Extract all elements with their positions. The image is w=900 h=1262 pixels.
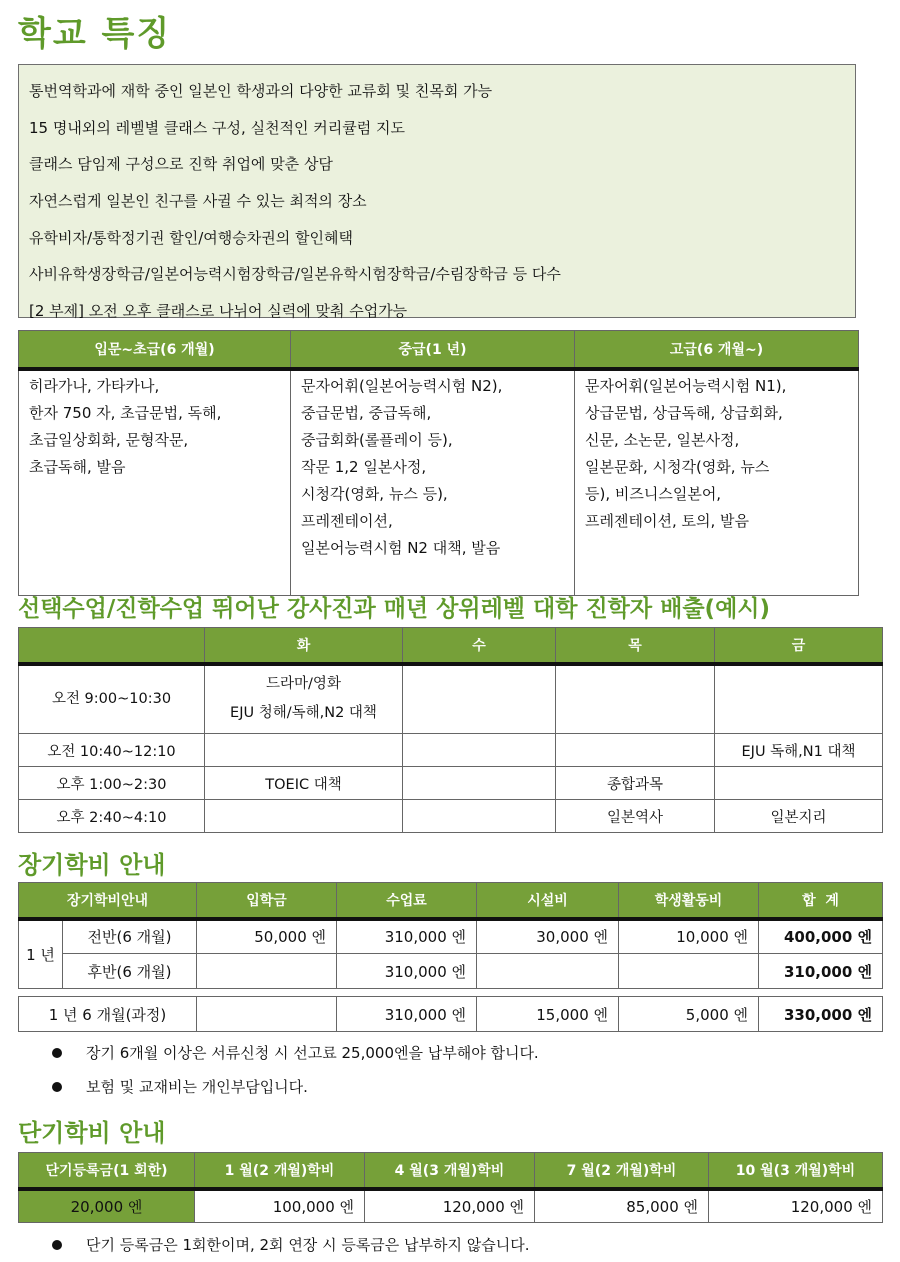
fee-header-label: 장기학비안내 xyxy=(19,883,197,919)
features-box xyxy=(18,64,856,321)
level-line: 초급일상회화, 문형작문, xyxy=(29,430,189,449)
level-line: 중급회화(롤플레이 등), xyxy=(301,430,453,449)
fee-total: 310,000 엔 xyxy=(759,954,883,989)
short-header: 7 월(2 개월)학비 xyxy=(535,1153,709,1189)
short-header: 1 월(2 개월)학비 xyxy=(195,1153,365,1189)
schedule-header-day: 금 xyxy=(715,628,883,664)
level-content-row xyxy=(19,369,859,596)
schedule-table xyxy=(18,627,883,833)
level-advanced-cell xyxy=(575,369,859,596)
fee-row-label: 후반(6 개월) xyxy=(63,954,197,989)
fee-extra-total: 330,000 엔 xyxy=(759,997,883,1032)
feature-item: 클래스 담임제 구성으로 진학 취업에 맞춘 상담 xyxy=(29,155,333,174)
short-header-row xyxy=(19,1153,883,1189)
short-tuition-notes xyxy=(52,1228,530,1262)
schedule-header-row xyxy=(19,628,883,664)
feature-item: [2 부제] 오전 오후 클래스로 나뉘어 실력에 맞춰 수업가능 xyxy=(29,302,408,321)
short-header: 10 월(3 개월)학비 xyxy=(709,1153,883,1189)
schedule-cell: TOEIC 대책 xyxy=(205,767,403,800)
level-header-beginner: 입문~초급(6 개월) xyxy=(19,331,291,369)
fee-entrance xyxy=(197,954,337,989)
features-list xyxy=(19,65,855,330)
schedule-cell xyxy=(205,664,403,734)
level-line: 한자 750 자, 초급문법, 독해, xyxy=(29,403,222,422)
schedule-cell xyxy=(556,734,715,767)
feature-item: 사비유학생장학금/일본어능력시험장학금/일본유학시험장학금/수림장학금 등 다수 xyxy=(29,265,561,284)
fee-extra-row xyxy=(19,997,883,1032)
bullet-icon xyxy=(52,1048,62,1058)
level-beginner-cell xyxy=(19,369,291,596)
schedule-cell xyxy=(403,800,556,833)
level-line: 상급문법, 상급독해, 상급회화, xyxy=(585,403,783,422)
fee-extra-tuition: 310,000 엔 xyxy=(337,997,477,1032)
fee-entrance: 50,000 엔 xyxy=(197,919,337,954)
fee-total: 400,000 엔 xyxy=(759,919,883,954)
short-fee: 120,000 엔 xyxy=(365,1189,535,1223)
fee-activity: 10,000 엔 xyxy=(619,919,759,954)
fee-header-total: 합 계 xyxy=(759,883,883,919)
note-item xyxy=(52,1228,530,1262)
level-line: 일본어능력시험 N2 대책, 발음 xyxy=(301,538,501,557)
note-text: 단기 등록금은 1회한이며, 2회 연장 시 등록금은 납부하지 않습니다. xyxy=(86,1236,530,1254)
schedule-time: 오후 2:40~4:10 xyxy=(19,800,205,833)
schedule-header-day: 수 xyxy=(403,628,556,664)
schedule-cell xyxy=(403,734,556,767)
feature-item: 유학비자/통학정기권 할인/여행승차권의 할인혜택 xyxy=(29,228,353,247)
schedule-cell: EJU 독해,N1 대책 xyxy=(715,734,883,767)
note-text: 보험 및 교재비는 개인부담입니다. xyxy=(86,1078,308,1096)
section-title-long-tuition: 장기학비 안내 xyxy=(18,851,166,879)
schedule-header-day: 화 xyxy=(205,628,403,664)
fee-row-label: 전반(6 개월) xyxy=(63,919,197,954)
fee-header-entrance: 입학금 xyxy=(197,883,337,919)
fee-facility: 30,000 엔 xyxy=(477,919,619,954)
schedule-cell xyxy=(205,734,403,767)
fee-extra-entrance xyxy=(197,997,337,1032)
level-line: 히라가나, 가타카나, xyxy=(29,376,160,395)
fee-year-label: 1 년 xyxy=(19,919,63,989)
feature-item: 자연스럽게 일본인 친구를 사귈 수 있는 최적의 장소 xyxy=(29,192,367,211)
short-fee: 100,000 엔 xyxy=(195,1189,365,1223)
level-header-row xyxy=(19,331,859,369)
schedule-row xyxy=(19,800,883,833)
level-line: 프레젠테이션, 토의, 발음 xyxy=(585,511,749,530)
schedule-cell: 일본역사 xyxy=(556,800,715,833)
schedule-cell xyxy=(715,767,883,800)
level-line: 일본문화, 시청각(영화, 뉴스 xyxy=(585,457,770,476)
note-item xyxy=(52,1036,539,1070)
level-line: 초급독해, 발음 xyxy=(29,457,126,476)
level-header-advanced: 고급(6 개월~) xyxy=(575,331,859,369)
level-intermediate-cell xyxy=(291,369,575,596)
schedule-cell xyxy=(403,767,556,800)
schedule-time: 오전 10:40~12:10 xyxy=(19,734,205,767)
fee-activity xyxy=(619,954,759,989)
level-line: 신문, 소논문, 일본사정, xyxy=(585,430,740,449)
long-tuition-extra-table xyxy=(18,996,883,1032)
level-line: 등), 비즈니스일본어, xyxy=(585,484,722,503)
level-line: 중급문법, 중급독해, xyxy=(301,403,432,422)
short-header: 단기등록금(1 회한) xyxy=(19,1153,195,1189)
schedule-cell xyxy=(556,664,715,734)
long-tuition-notes xyxy=(52,1036,539,1104)
long-tuition-table xyxy=(18,882,883,989)
note-text: 장기 6개월 이상은 서류신청 시 선고료 25,000엔을 납부해야 합니다. xyxy=(86,1044,539,1062)
note-item xyxy=(52,1070,539,1104)
level-header-intermediate: 중급(1 년) xyxy=(291,331,575,369)
schedule-cell xyxy=(403,664,556,734)
bullet-icon xyxy=(52,1240,62,1250)
schedule-class: 드라마/영화 xyxy=(266,676,341,693)
level-line: 문자어휘(일본어능력시험 N2), xyxy=(301,376,503,395)
schedule-class: EJU 청해/독해,N2 대책 xyxy=(230,705,377,722)
feature-item: 통번역학과에 재학 중인 일본인 학생과의 다양한 교류회 및 친목회 가능 xyxy=(29,82,493,100)
schedule-header-blank xyxy=(19,628,205,664)
schedule-cell: 일본지리 xyxy=(715,800,883,833)
section-title-features: 학교 특징 xyxy=(18,14,172,54)
fee-extra-label: 1 년 6 개월(과정) xyxy=(19,997,197,1032)
level-table xyxy=(18,330,859,596)
short-registration-fee: 20,000 엔 xyxy=(19,1189,195,1223)
feature-item: 15 명내외의 레벨별 클래스 구성, 실천적인 커리큘럼 지도 xyxy=(29,118,406,137)
bullet-icon xyxy=(52,1082,62,1092)
short-fee: 85,000 엔 xyxy=(535,1189,709,1223)
fee-extra-facility: 15,000 엔 xyxy=(477,997,619,1032)
schedule-cell xyxy=(715,664,883,734)
schedule-time: 오전 9:00~10:30 xyxy=(19,664,205,734)
short-value-row xyxy=(19,1189,883,1223)
schedule-header-day: 목 xyxy=(556,628,715,664)
fee-tuition: 310,000 엔 xyxy=(337,919,477,954)
section-title-schedule: 선택수업/진학수업 뛰어난 강사진과 매년 상위레벨 대학 진학자 배출(예시) xyxy=(18,596,771,622)
short-tuition-table xyxy=(18,1152,883,1223)
short-header: 4 월(3 개월)학비 xyxy=(365,1153,535,1189)
fee-header-tuition: 수업료 xyxy=(337,883,477,919)
fee-extra-activity: 5,000 엔 xyxy=(619,997,759,1032)
schedule-cell: 종합과목 xyxy=(556,767,715,800)
fee-row xyxy=(19,919,883,954)
section-title-short-tuition: 단기학비 안내 xyxy=(18,1119,166,1147)
level-line: 프레젠테이션, xyxy=(301,511,393,530)
level-line: 문자어휘(일본어능력시험 N1), xyxy=(585,376,787,395)
fee-tuition: 310,000 엔 xyxy=(337,954,477,989)
schedule-row xyxy=(19,734,883,767)
fee-row xyxy=(19,954,883,989)
fee-header-activity: 학생활동비 xyxy=(619,883,759,919)
schedule-row xyxy=(19,664,883,734)
level-line: 시청각(영화, 뉴스 등), xyxy=(301,484,448,503)
short-fee: 120,000 엔 xyxy=(709,1189,883,1223)
schedule-row xyxy=(19,767,883,800)
schedule-time: 오후 1:00~2:30 xyxy=(19,767,205,800)
schedule-cell xyxy=(205,800,403,833)
fee-facility xyxy=(477,954,619,989)
fee-header-facility: 시설비 xyxy=(477,883,619,919)
level-line: 작문 1,2 일본사정, xyxy=(301,457,427,476)
fee-header-row xyxy=(19,883,883,919)
